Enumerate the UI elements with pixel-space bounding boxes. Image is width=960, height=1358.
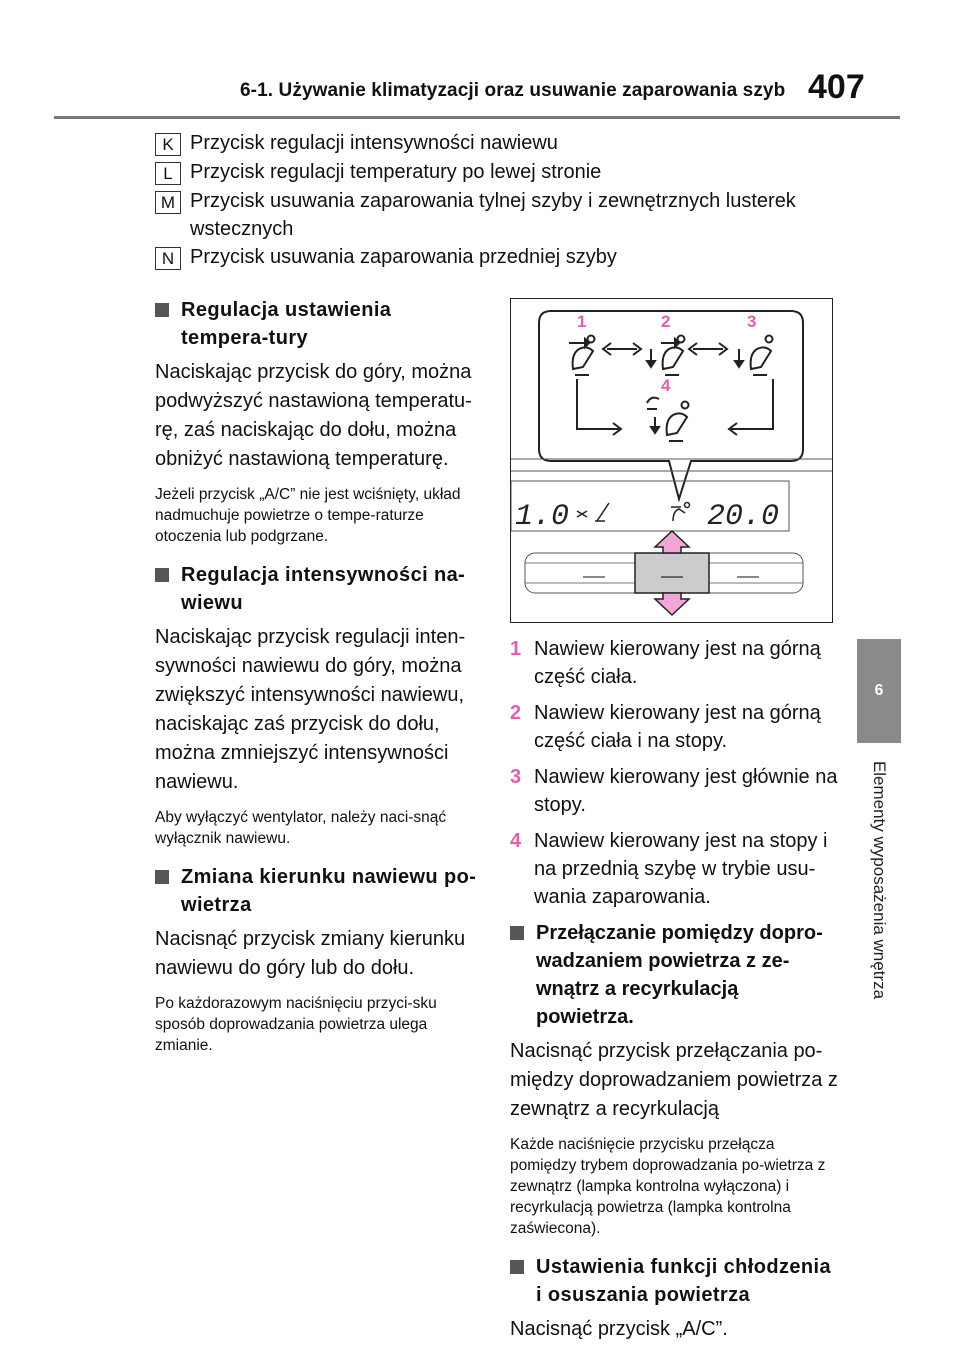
- mode-label-4: 4: [661, 376, 671, 395]
- mode-item-1: 1 Nawiew kierowany jest na górną część ciała.: [510, 638, 821, 688]
- airflow-mode-figure: [510, 298, 833, 623]
- section-heading: Regulacja intensywności na-wiewu: [155, 561, 480, 617]
- section-heading: Regulacja ustawienia tempera-tury: [155, 296, 480, 352]
- section-heading: Ustawienia funkcji chłodzenia i osuszania powietrza: [510, 1253, 840, 1309]
- section-body: Nacisnąć przycisk zmiany kierunku nawiewu do góry lub do dołu.: [155, 928, 466, 979]
- bullet-square-icon: [155, 303, 169, 317]
- legend-key-n: N: [155, 247, 181, 270]
- left-column: [155, 296, 480, 1070]
- mode-label-1: 1: [577, 312, 587, 331]
- mode-item-3: 3 Nawiew kierowany jest głównie na stopy.: [510, 766, 838, 816]
- section-heading: Przełączanie pomiędzy dopro-wadzaniem powietrza z ze-wnątrz a recyrkulacją powietrza.: [510, 919, 840, 1031]
- section-fan-speed: [155, 561, 480, 849]
- page-number: 407: [808, 68, 865, 106]
- legend-text-m: Przycisk usuwania zaparowania tylnej szyby i zewnętrznych lusterek wstecznych: [190, 190, 796, 240]
- mode-label-3: 3: [747, 312, 757, 331]
- section-note: Każde naciśnięcie przycisku przełącza pomiędzy trybem doprowadzania po-wietrza z zewnątrz (lampka kontrolna wyłączona) i recyrkulacją powietrza (lampka kontrolna zaświecona).: [510, 1136, 826, 1237]
- bullet-square-icon: [510, 926, 524, 940]
- section-note: Po każdorazowym naciśnięciu przyci-sku sposób doprowadzania powietrza ulega zmianie.: [155, 995, 437, 1054]
- section-note: Aby wyłączyć wentylator, należy naci-snąć wyłącznik nawiewu.: [155, 809, 447, 847]
- display-temperature: 20.0: [707, 500, 780, 534]
- section-ac: [510, 1253, 840, 1344]
- section-body: Naciskając przycisk do góry, można podwyższyć nastawioną temperatu-rę, zaś naciskając do dołu, można obniżyć nastawioną temperaturę.: [155, 361, 472, 470]
- bullet-square-icon: [155, 870, 169, 884]
- section-heading: Zmiana kierunku nawiewu po-wietrza: [155, 863, 480, 919]
- section-recirculation: [510, 919, 840, 1239]
- section-note: Jeżeli przycisk „A/C” nie jest wciśnięty, układ nadmuchuje powietrze o tempe-raturze otoczenia lub podgrzane.: [155, 486, 461, 545]
- right-column: [510, 635, 840, 1358]
- rocker-switch: [635, 553, 709, 593]
- legend-key-k: K: [155, 133, 181, 156]
- section-body: Nacisnąć przycisk przełączania po-między doprowadzaniem powietrza z zewnątrz a recyrkulacją: [510, 1040, 838, 1120]
- legend-text-k: Przycisk regulacji intensywności nawiewu: [190, 132, 558, 154]
- legend-key-l: L: [155, 162, 181, 185]
- section-body: Naciskając przycisk regulacji inten-sywności nawiewu do góry, można zwiększyć intensywności nawiewu, naciskając zaś przycisk do dołu, można zmniejszyć intensywności nawiewu.: [155, 626, 466, 793]
- mode-item-2: 2 Nawiew kierowany jest na górną część ciała i na stopy.: [510, 702, 821, 752]
- chapter-tab: 6: [857, 639, 901, 743]
- mode-label-2: 2: [661, 312, 671, 331]
- section-airflow-direction: [155, 863, 480, 1056]
- legend-text-n: Przycisk usuwania zaparowania przedniej szyby: [190, 246, 617, 268]
- page-header-title: 6-1. Używanie klimatyzacji oraz usuwanie zaparowania szyb: [240, 80, 786, 101]
- airflow-mode-illustration: [511, 299, 832, 622]
- display-fan-level: 1.0: [515, 500, 570, 534]
- arrow-up-icon: [655, 531, 689, 553]
- section-temperature: [155, 296, 480, 547]
- display-mode-icon: [671, 503, 690, 522]
- header-rule: [54, 116, 900, 119]
- arrow-down-icon: [655, 593, 689, 615]
- bullet-square-icon: [510, 1260, 524, 1274]
- mode-item-4: 4 Nawiew kierowany jest na stopy i na przednią szybę w trybie usu-wania zaparowania.: [510, 830, 828, 908]
- display-fan-icon: [577, 503, 609, 521]
- legend-key-m: M: [155, 191, 181, 214]
- legend-text-l: Przycisk regulacji temperatury po lewej stronie: [190, 161, 602, 183]
- chapter-label: Elementy wyposażenia wnętrza: [870, 760, 889, 1000]
- section-body: Nacisnąć przycisk „A/C”.: [510, 1318, 728, 1340]
- bullet-square-icon: [155, 568, 169, 582]
